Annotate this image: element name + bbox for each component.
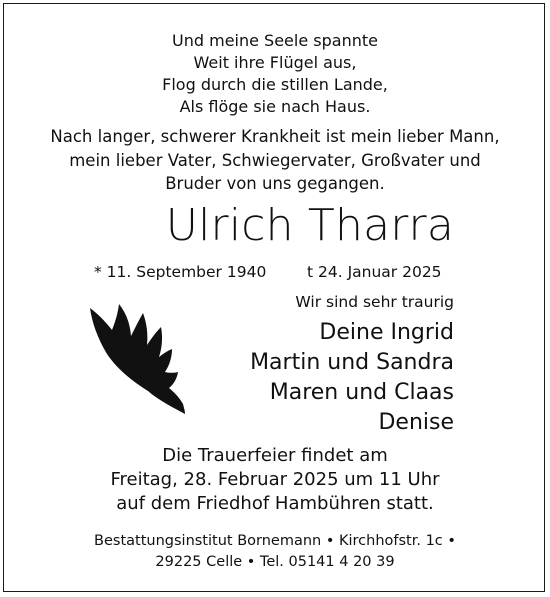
ceremony-info — [0, 444, 550, 516]
poem-line: Und meine Seele spannte — [172, 31, 378, 50]
deceased-name: Ulrich Tharra — [165, 200, 454, 251]
poem — [0, 30, 550, 118]
ceremony-line: Freitag, 28. Februar 2025 um 11 Uhr — [110, 469, 440, 490]
intro-text — [0, 125, 550, 196]
poem-line: Als flöge sie nach Haus. — [179, 97, 371, 116]
death-date: t 24. Januar 2025 — [307, 263, 442, 281]
intro-line: Nach langer, schwerer Krankheit ist mein lieber Mann, — [50, 127, 500, 146]
ceremony-line: auf dem Friedhof Hambühren statt. — [116, 493, 434, 514]
mourner: Maren und Claas — [269, 380, 454, 405]
mourner: Deine Ingrid — [319, 320, 454, 345]
mourners-list — [250, 318, 454, 438]
antler-icon — [88, 300, 192, 418]
mourner: Denise — [378, 410, 454, 435]
sorrow-line: Wir sind sehr traurig — [295, 293, 454, 311]
birth-date: * 11. September 1940 — [94, 263, 267, 281]
poem-line: Weit ihre Flügel aus, — [193, 53, 357, 72]
funeral-home-line: 29225 Celle • Tel. 05141 4 20 39 — [155, 554, 395, 570]
funeral-home-line: Bestattungsinstitut Bornemann • Kirchhofstr. 1c • — [94, 533, 456, 549]
poem-line: Flog durch die stillen Lande, — [162, 75, 388, 94]
mourner: Martin und Sandra — [250, 350, 454, 375]
intro-line: mein lieber Vater, Schwiegervater, Großvater und — [69, 150, 481, 170]
intro-line: Bruder von uns gegangen. — [165, 174, 385, 193]
ceremony-line: Die Trauerfeier findet am — [162, 445, 388, 466]
funeral-home-info — [0, 531, 550, 573]
